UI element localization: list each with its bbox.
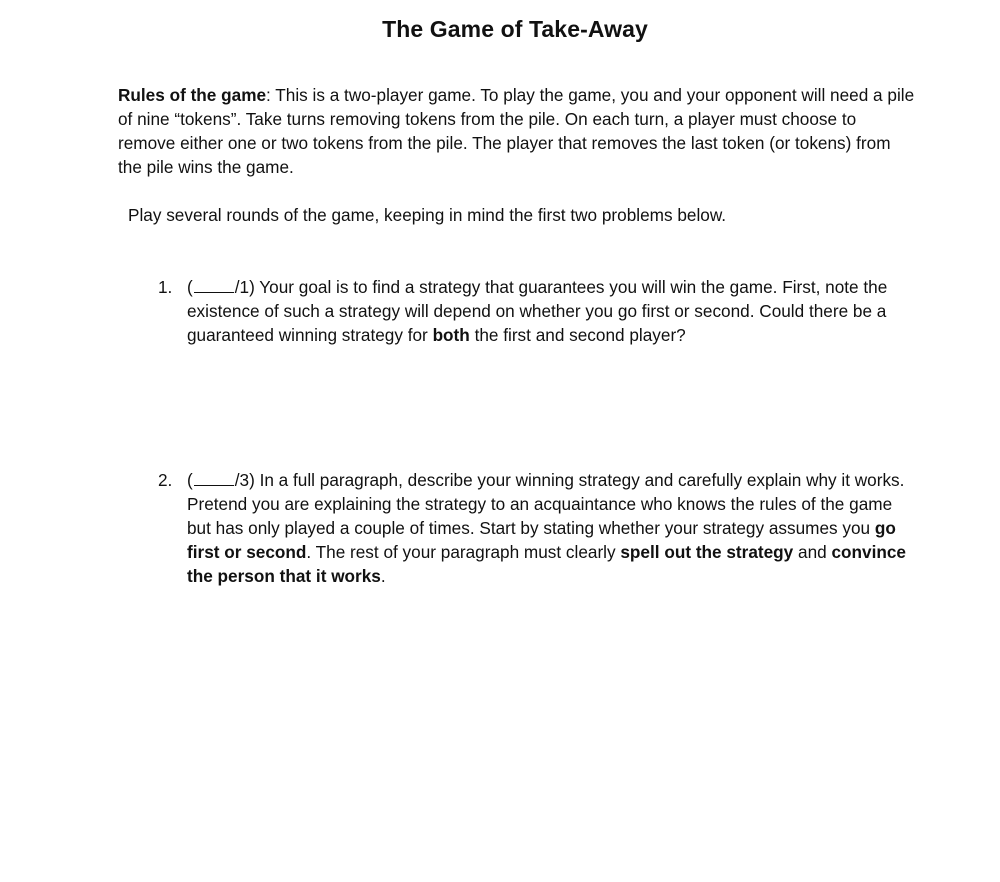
problem-emphasis: go first or second: [187, 518, 896, 562]
rules-paragraph: [118, 83, 918, 179]
rules-label: Rules of the game: [118, 85, 267, 105]
rules-text: : This is a two-player game. To play the game, you and your opponent will need a pile of nine “tokens”. Take turns removing tokens from the pile. On each turn, a player must choose to remove either one or two tokens from the pile. The player that removes the last token (or tokens) from the pile wins the game.: [118, 85, 915, 177]
problem-emphasis: both: [432, 325, 470, 345]
problem-2: [158, 468, 918, 588]
problem-text: and: [793, 542, 832, 562]
problem-text: Your goal is to find a strategy that guarantees you will win the game. First, note the existence of such a strategy will depend on whether you go first or second. Could there be a guaranteed winning strategy for: [187, 277, 888, 345]
problem-number: 2.: [158, 470, 173, 490]
play-instructions: Play several rounds of the game, keeping in mind the first two problems below.: [128, 205, 727, 225]
problem-body: [187, 468, 918, 588]
score-blank: [194, 470, 234, 486]
points-value: /1): [234, 277, 255, 297]
score-blank: [194, 277, 234, 293]
problem-text: .: [380, 566, 386, 586]
page-title: The Game of Take-Away: [382, 16, 648, 42]
problem-emphasis: convince the person that it works: [187, 542, 906, 586]
problem-text: In a full paragraph, describe your winning strategy and carefully explain why it works. Pretend you are explaining the strategy to an acquaintance who knows the rules of the game but has only played a couple of times. Start by stating whether your strategy assumes you: [187, 470, 905, 538]
problem-text: the first and second player?: [469, 325, 686, 345]
points-open: (: [187, 470, 193, 490]
problem-body: [187, 275, 918, 347]
problem-emphasis: spell out the strategy: [620, 542, 794, 562]
problem-number: 1.: [158, 277, 173, 297]
problem-1: [158, 275, 918, 347]
points-value: /3): [234, 470, 255, 490]
problem-text: . The rest of your paragraph must clearly: [306, 542, 621, 562]
points-open: (: [187, 277, 193, 297]
